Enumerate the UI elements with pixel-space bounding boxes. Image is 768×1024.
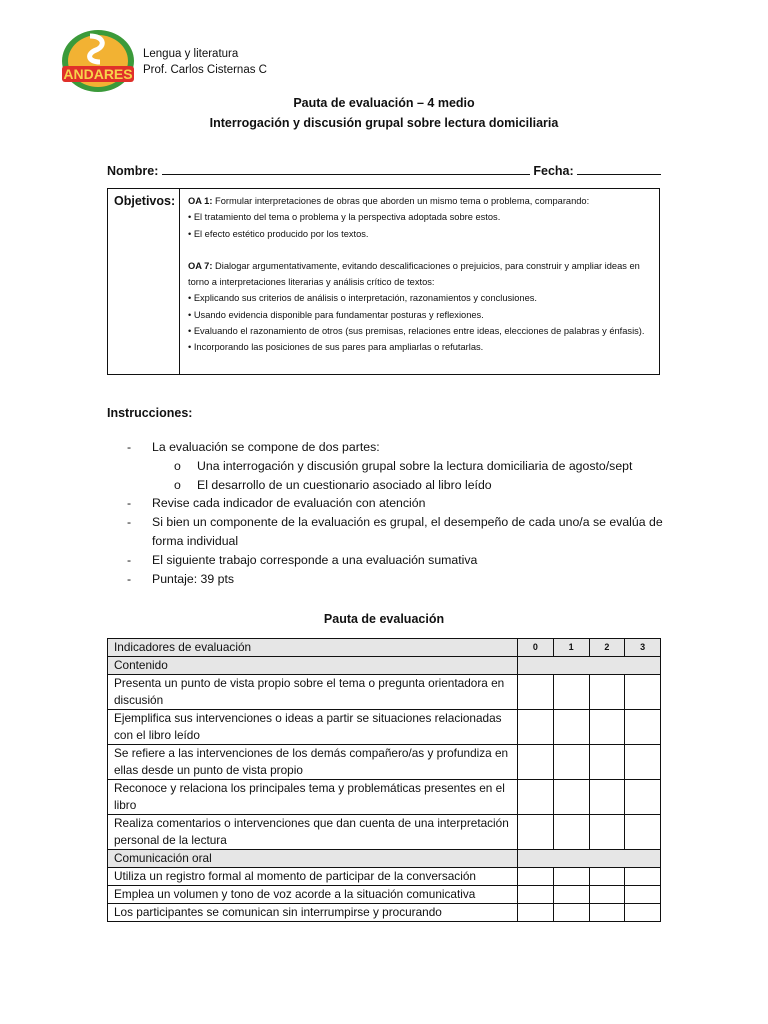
- score-cell[interactable]: [553, 710, 589, 745]
- score-cell[interactable]: [518, 780, 554, 815]
- oa1-bullet: • El efecto estético producido por los textos.: [188, 228, 369, 239]
- sub-list-item: [107, 476, 667, 495]
- score-cell[interactable]: [589, 745, 625, 780]
- fecha-blank[interactable]: [577, 162, 661, 175]
- score-cell[interactable]: [518, 745, 554, 780]
- score-cell[interactable]: [553, 886, 589, 904]
- score-cell[interactable]: [625, 886, 661, 904]
- oa7-code: OA 7:: [188, 260, 213, 271]
- score-cell[interactable]: [625, 815, 661, 850]
- indicator-cell: Ejemplifica sus intervenciones o ideas a partir se situaciones relacionadas con el libro leído: [108, 710, 518, 745]
- instruction-text: Revise cada indicador de evaluación con atención: [152, 496, 426, 511]
- indicator-cell: Utiliza un registro formal al momento de participar de la conversación: [108, 868, 518, 886]
- section-name: Comunicación oral: [108, 850, 518, 868]
- nombre-label: Nombre:: [107, 164, 159, 178]
- score-cell[interactable]: [553, 815, 589, 850]
- instruction-text: Si bien un componente de la evaluación es grupal, el desempeño de cada uno/a se evalúa de forma individual: [152, 515, 663, 548]
- nombre-blank[interactable]: [162, 162, 530, 175]
- score-cell[interactable]: [518, 710, 554, 745]
- section-filler: [518, 657, 661, 675]
- teacher-label: Prof. Carlos Cisternas C: [143, 64, 267, 76]
- indicator-cell: Los participantes se comunican sin interrumpirse y procurando: [108, 904, 518, 922]
- instructions-list: [107, 438, 667, 588]
- subject-label: Lengua y literatura: [143, 48, 239, 60]
- oa1-code: OA 1:: [188, 196, 213, 206]
- instruction-text: La evaluación se compone de dos partes:: [152, 440, 380, 454]
- list-item: [107, 513, 667, 551]
- sub-instruction-text: Una interrogación y discusión grupal sobre la lectura domiciliaria de agosto/sept: [197, 458, 633, 473]
- oa7-bullet: • Usando evidencia disponible para fundamentar posturas y reflexiones.: [188, 309, 484, 320]
- section-name: Contenido: [108, 657, 518, 675]
- indicator-cell: Realiza comentarios o intervenciones que dan cuenta de una interpretación personal de la lectura: [108, 815, 518, 850]
- rubric-title: Pauta de evaluación: [323, 612, 445, 626]
- oa7-bullet: • Evaluando el razonamiento de otros (sus premisas, relaciones entre ideas, elecciones de palabras y énfasis).: [188, 326, 645, 337]
- score-cell[interactable]: [625, 675, 661, 710]
- instruction-text: Puntaje: 39 pts: [152, 571, 235, 586]
- section-row: [108, 850, 661, 868]
- score-cell[interactable]: [518, 868, 554, 886]
- score-cell[interactable]: [625, 780, 661, 815]
- table-row: [108, 780, 661, 815]
- oa1-bullet: • El tratamiento del tema o problema y la perspectiva adoptada sobre estos.: [188, 212, 501, 223]
- score-cell[interactable]: [518, 904, 554, 922]
- dash-marker: -: [127, 496, 132, 511]
- objetivos-box: [107, 188, 660, 375]
- table-row: [108, 675, 661, 710]
- list-item: [107, 570, 667, 589]
- objetivos-body: [188, 193, 653, 356]
- oa7-line: [188, 258, 653, 291]
- document-subtitle: Interrogación y discusión grupal sobre lectura domiciliaria: [209, 116, 559, 130]
- sub-instruction-text: El desarrollo de un cuestionario asociado al libro leído: [197, 477, 492, 492]
- table-row: [108, 710, 661, 745]
- sub-list-item: [107, 457, 667, 476]
- score-cell[interactable]: [589, 815, 625, 850]
- oa1-line: [188, 193, 653, 209]
- score-cell[interactable]: [589, 886, 625, 904]
- score-cell[interactable]: [553, 675, 589, 710]
- dash-marker: -: [127, 571, 132, 586]
- indicator-cell: Reconoce y relaciona los principales tema y problemáticas presentes en el libro: [108, 780, 518, 815]
- table-row: [108, 815, 661, 850]
- list-item: [107, 494, 667, 513]
- indicator-cell: Emplea un volumen y tono de voz acorde a la situación comunicativa: [108, 886, 518, 904]
- section-filler: [518, 850, 661, 868]
- logo-text: ANDARES: [63, 66, 133, 82]
- circle-bullet: o: [174, 477, 181, 492]
- document-title: Pauta de evaluación – 4 medio: [293, 96, 475, 110]
- oa1-text: Formular interpretaciones de obras que aborden un mismo tema o problema, comparando:: [215, 196, 590, 206]
- list-item: [107, 551, 667, 570]
- table-row: [108, 904, 661, 922]
- score-header: 3: [625, 639, 661, 657]
- oa7-bullet: • Incorporando las posiciones de sus pares para ampliarlas o refutarlas.: [188, 342, 484, 353]
- score-header: 1: [553, 639, 589, 657]
- score-cell[interactable]: [518, 815, 554, 850]
- fecha-label: Fecha:: [533, 164, 574, 178]
- document-header: [143, 46, 267, 78]
- score-cell[interactable]: [518, 886, 554, 904]
- indicator-cell: Presenta un punto de vista propio sobre el tema o pregunta orientadora en discusión: [108, 675, 518, 710]
- section-row: [108, 657, 661, 675]
- score-cell[interactable]: [553, 780, 589, 815]
- list-item: [107, 438, 667, 457]
- score-cell[interactable]: [553, 745, 589, 780]
- score-cell[interactable]: [589, 675, 625, 710]
- table-row: [108, 886, 661, 904]
- name-date-line: [107, 162, 667, 178]
- score-cell[interactable]: [589, 710, 625, 745]
- score-cell[interactable]: [553, 904, 589, 922]
- score-cell[interactable]: [589, 780, 625, 815]
- score-cell[interactable]: [625, 904, 661, 922]
- score-cell[interactable]: [625, 710, 661, 745]
- score-cell[interactable]: [553, 868, 589, 886]
- oa7-bullet: • Explicando sus criterios de análisis o interpretación, razonamientos y conclusiones.: [188, 293, 537, 304]
- dash-marker: -: [127, 515, 132, 530]
- instruction-text: El siguiente trabajo corresponde a una evaluación sumativa: [152, 552, 478, 567]
- instructions-title: Instrucciones:: [107, 406, 193, 420]
- circle-bullet: o: [174, 458, 181, 473]
- score-header: 2: [589, 639, 625, 657]
- oa7-text: Dialogar argumentativamente, evitando descalificaciones o prejuicios, para construir y ampliar ideas en torno a interpretaciones literarias y análisis crítico de textos:: [188, 260, 640, 288]
- objetivos-label: Objetivos:: [108, 189, 180, 374]
- score-cell[interactable]: [589, 904, 625, 922]
- indicators-header: Indicadores de evaluación: [108, 639, 518, 657]
- table-row: [108, 868, 661, 886]
- score-cell[interactable]: [518, 675, 554, 710]
- table-header-row: [108, 639, 661, 657]
- indicator-cell: Se refiere a las intervenciones de los demás compañero/as y profundiza en ellas desde un punto de vista propio: [108, 745, 518, 780]
- score-cell[interactable]: [625, 745, 661, 780]
- school-logo: [60, 28, 136, 94]
- dash-marker: -: [127, 552, 132, 567]
- score-header: 0: [518, 639, 554, 657]
- score-cell[interactable]: [625, 868, 661, 886]
- score-cell[interactable]: [589, 868, 625, 886]
- table-row: [108, 745, 661, 780]
- dash-marker: -: [127, 440, 132, 454]
- rubric-table: [107, 638, 661, 922]
